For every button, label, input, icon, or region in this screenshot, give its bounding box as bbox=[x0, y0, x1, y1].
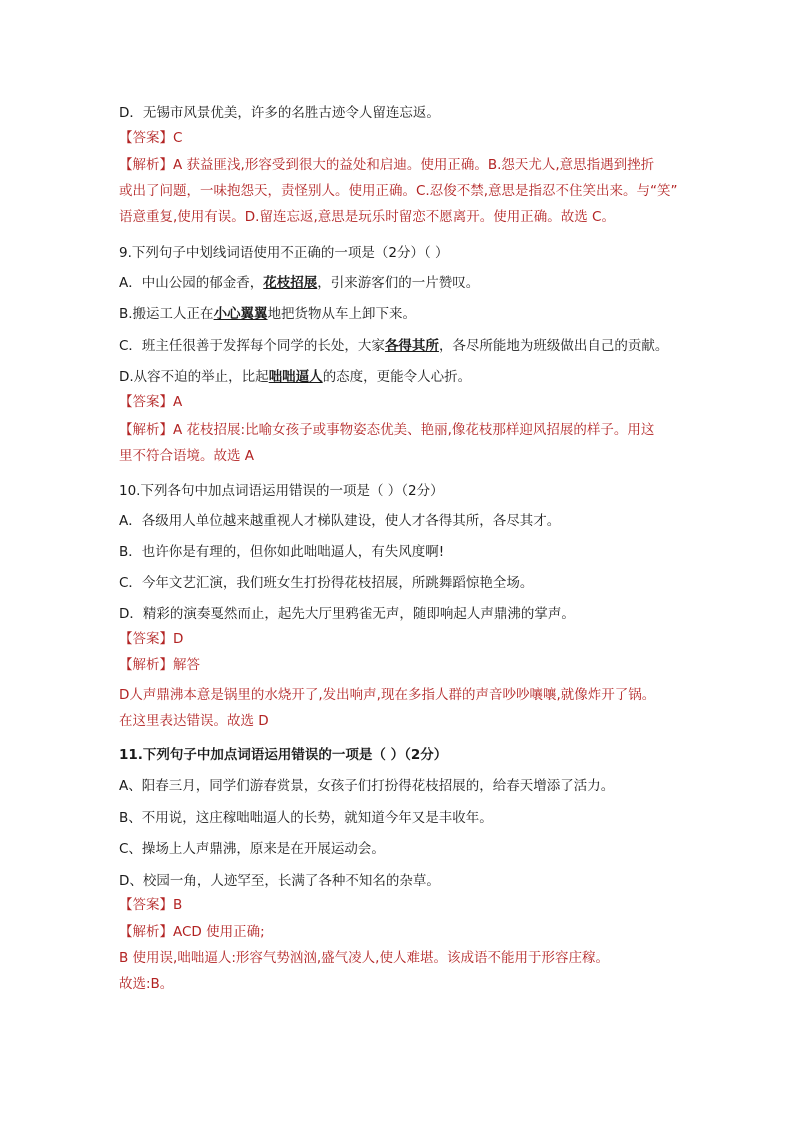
q9-analysis-line-2: 里不符合语境。故选 A bbox=[119, 448, 255, 464]
q9-option-c-pre: C．班主任很善于发挥每个同学的长处，大家 bbox=[119, 338, 385, 354]
q9-option-d bbox=[119, 367, 689, 387]
q9-option-b-post: 地把货物从车上卸下来。 bbox=[267, 306, 417, 322]
q9-answer: 【答案】A bbox=[119, 394, 183, 410]
q10-option-d: D．精彩的演奏戛然而止，起先大厅里鸦雀无声，随即响起人声鼎沸的掌声。 bbox=[119, 606, 575, 622]
q11-option-a: A、阳春三月，同学们游春赏景，女孩子们打扮得花枝招展的，给春天增添了活力。 bbox=[119, 778, 615, 794]
q10-stem: 10.下列各句中加点词语运用错误的一项是（ ）（2分） bbox=[119, 483, 444, 499]
q9-option-a-pre: A．中山公园的郁金香， bbox=[119, 275, 264, 291]
q9-option-c-term: 各得其所 bbox=[384, 338, 439, 354]
q9-option-d-post: 的态度，更能令人心折。 bbox=[322, 369, 472, 385]
q9-option-b-term: 小心翼翼 bbox=[213, 306, 268, 322]
q8-analysis-line-1: 【解析】A 获益匪浅,形容受到很大的益处和启迪。使用正确。B.怨天尤人,意思指遇到挫折 bbox=[119, 157, 655, 173]
q9-option-a bbox=[119, 273, 689, 293]
q11-analysis-line-2: B 使用误,咄咄逼人:形容气势汹汹,盛气凌人,使人难堪。该成语不能用于形容庄稼。 bbox=[119, 950, 609, 966]
q10-option-b: B．也许你是有理的，但你如此咄咄逼人，有失风度啊! bbox=[119, 544, 445, 560]
q9-option-a-term: 花枝招展 bbox=[263, 275, 318, 291]
q8-analysis-line-2: 或出了问题，一味抱怨天，责怪别人。使用正确。C.忍俊不禁,意思是指忍不住笑出来。与“笑” bbox=[119, 183, 678, 199]
q10-analysis-line-1: D人声鼎沸本意是锅里的水烧开了,发出响声,现在多指人群的声音吵吵嚷嚷,就像炸开了锅。 bbox=[119, 687, 656, 703]
q11-option-c: C、操场上人声鼎沸，原来是在开展运动会。 bbox=[119, 841, 385, 857]
q9-option-d-term: 咄咄逼人 bbox=[268, 369, 323, 385]
q9-option-a-post: ，引来游客们的一片赞叹。 bbox=[317, 275, 480, 291]
q9-option-b bbox=[119, 304, 689, 324]
q9-option-d-pre: D.从容不迫的举止，比起 bbox=[119, 369, 269, 385]
q10-option-c: C．今年文艺汇演，我们班女生打扮得花枝招展，所跳舞蹈惊艳全场。 bbox=[119, 575, 534, 591]
q10-answer: 【答案】D bbox=[119, 631, 184, 647]
q8-analysis-line-3: 语意重复,使用有误。D.留连忘返,意思是玩乐时留恋不愿离开。使用正确。故选 C。 bbox=[119, 209, 615, 225]
q11-analysis-line-1: 【解析】ACD 使用正确; bbox=[119, 924, 265, 940]
q9-option-c-post: ，各尽所能地为班级做出自己的贡献。 bbox=[438, 338, 669, 354]
q10-option-a: A．各级用人单位越来越重视人才梯队建设，使人才各得其所，各尽其才。 bbox=[119, 513, 561, 529]
q11-answer: 【答案】B bbox=[119, 897, 183, 913]
q11-stem: 11.下列句子中加点词语运用错误的一项是（ ）（2分） bbox=[119, 747, 448, 763]
q8-option-d: D．无锡市风景优美，许多的名胜古迹令人留连忘返。 bbox=[119, 105, 440, 121]
q9-analysis-line-1: 【解析】A 花枝招展:比喻女孩子或事物姿态优美、艳丽,像花枝那样迎风招展的样子。用这 bbox=[119, 422, 655, 438]
q11-option-b: B、不用说，这庄稼咄咄逼人的长势，就知道今年又是丰收年。 bbox=[119, 810, 493, 826]
q9-stem: 9.下列句子中划线词语使用不正确的一项是（2分）（ ） bbox=[119, 245, 449, 261]
q9-option-c bbox=[119, 336, 689, 356]
q10-analysis-head: 【解析】解答 bbox=[119, 657, 200, 673]
q8-answer: 【答案】C bbox=[119, 130, 183, 146]
q11-analysis-line-3: 故选:B。 bbox=[119, 976, 174, 992]
q11-option-d: D、校园一角，人迹罕至，长满了各种不知名的杂草。 bbox=[119, 873, 440, 889]
q9-option-b-pre: B.搬运工人正在 bbox=[119, 306, 214, 322]
q10-analysis-line-2: 在这里表达错误。故选 D bbox=[119, 713, 269, 729]
